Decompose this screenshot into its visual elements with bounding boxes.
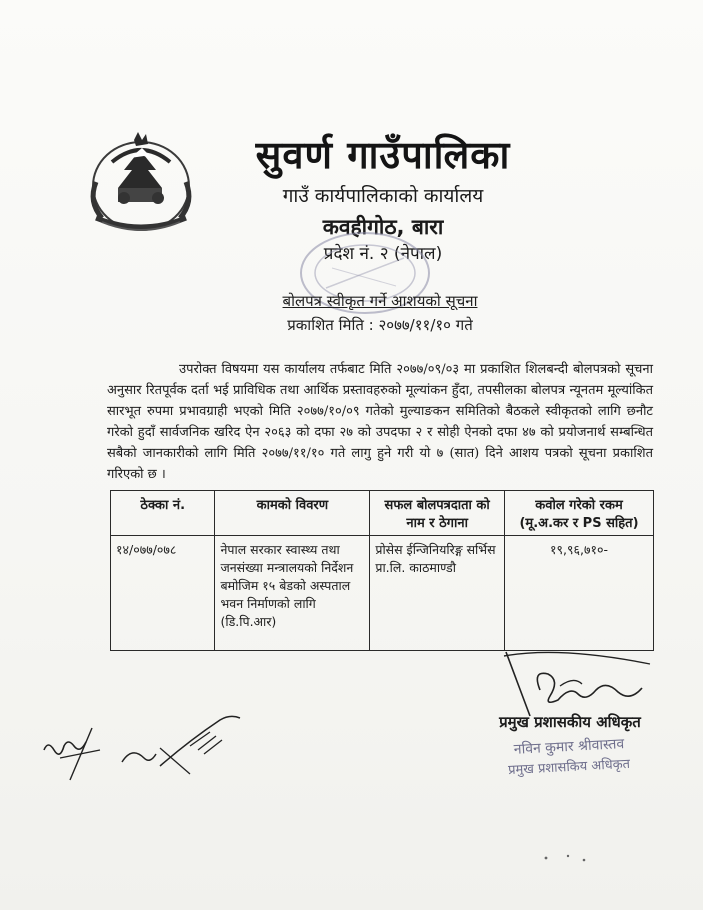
signatory-title: प्रमुख प्रशासकीय अधिकृत [499,713,641,731]
cell-contract-no: १४/०७७/०७८ [111,536,215,651]
header-contract-no: ठेक्का नं. [111,491,215,536]
committee-initials [40,710,260,790]
cell-amount: १९,९६,७१०- [505,536,654,651]
signatory-stamp-name: नविन कुमार श्रीवास्तव [513,736,625,758]
signatory-stamp-role: प्रमुख प्रशासकिय अधिकृत [507,756,631,779]
cell-bidder: प्रोसेस ईन्जिनियरिङ्ग सर्भिस प्रा.लि. काठमाण्डौ [370,536,505,651]
publication-date: प्रकाशित मिति : २०७७/११/१० गते [287,316,473,334]
table-header-row [111,491,654,536]
header-bidder: सफल बोलपत्रदाता को नाम र ठेगाना [370,491,505,536]
scan-marks [538,848,598,868]
office-address: कवहीगोठ, बारा [322,215,444,239]
header-description: कामको विवरण [215,491,370,536]
nepal-emblem-icon [82,132,200,236]
notice-body: उपरोक्त विषयमा यस कार्यालय तर्फबाट मिति २०७७/०९/०३ मा प्रकाशित शिलबन्दी बोलपत्रको सूचना अनुसार रितपूर्वक दर्ता भई प्राविधिक तथा आर्थिक प्रस्तावहरुको मूल्यांकन हुँदा, तपसीलका बोलपत्र न्यूनतम मूल्यांकित सारभूत रुपमा प्रभावग्राही भएको मिति २०७७/१०/०९ गतेको मुल्याङकन समितिको बैठकले स्वीकृतको लागि छनौट गरेको हुदाँ सार्वजनिक खरिद ऐन २०६३ को दफा २७ को उपदफा २ र सोही ऐनको दफा ४७ को प्रयोजनार्थ सम्बन्धित सबैको जानकारीको लागि मिति २०७७/११/१० गते लागु हुने गरी यो ७ (सात) दिने आशय पत्रको सूचना प्रकाशित गरिएको छ । [107,362,653,482]
header-amount: कवोल गरेको रकम (मू.अ.कर र PS सहित) [505,491,654,536]
office-name: गाउँ कार्यपालिकाको कार्यालय [282,185,484,207]
notice-subject: बोलपत्र स्वीकृत गर्ने आशयको सूचना [282,292,478,310]
cell-description: नेपाल सरकार स्वास्थ्य तथा जनसंख्या मन्त्रालयको निर्देशन बमोजिम १५ बेडको अस्पताल भवन निर्माणको लागि (डि.पि.आर) [215,536,370,651]
municipality-name: सुवर्ण गाउँपालिका [255,133,511,177]
province-line: प्रदेश नं. २ (नेपाल) [323,244,443,264]
table-row [111,536,654,651]
contract-table [110,490,654,651]
